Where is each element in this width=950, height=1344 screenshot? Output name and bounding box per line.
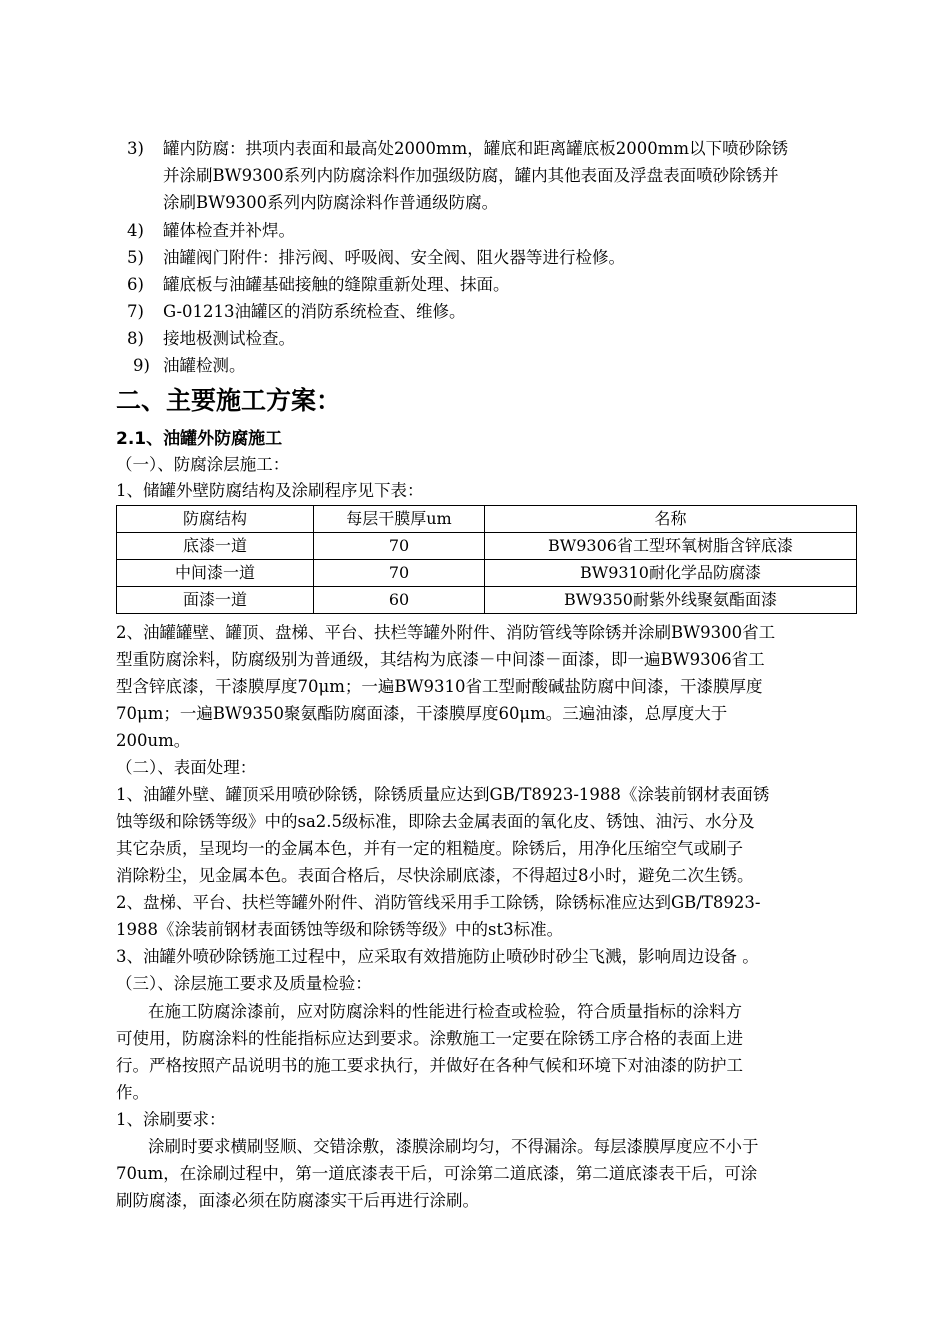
list-item-text: 并涂刷BW9300系列内防腐涂料作加强级防腐，罐内其他表面及浮盘表面喷砂除锈并: [163, 166, 779, 185]
table-row: [117, 533, 857, 560]
table-cell: 60: [314, 587, 485, 614]
table-row: [117, 587, 857, 614]
list-item-text: 油罐阀门附件：排污阀、呼吸阀、安全阀、阻火器等进行检修。: [163, 248, 625, 267]
paragraph-line: 作。: [116, 1083, 149, 1102]
paragraph-line: 2、盘梯、平台、扶栏等罐外附件、消防管线采用手工除锈，除锈标准应达到GB/T8923-: [116, 893, 761, 912]
paragraph-line: 可使用，防腐涂料的性能指标应达到要求。涂敷施工一定要在除锈工序合格的表面上进: [116, 1029, 743, 1048]
sub-heading: （三）、涂层施工要求及质量检验：: [116, 974, 372, 993]
coating-table: [116, 505, 857, 614]
list-item-text: 罐底板与油罐基础接触的缝隙重新处理、抹面。: [163, 275, 510, 294]
table-header-cell: 每层干膜厚um: [314, 506, 485, 533]
section-heading: 二、主要施工方案：: [116, 386, 342, 415]
table-header-cell: 名称: [485, 506, 857, 533]
table-cell: 面漆一道: [117, 587, 314, 614]
paragraph-line: 蚀等级和除锈等级》中的sa2.5级标准，即除去金属表面的氧化皮、锈蚀、油污、水分及: [116, 812, 755, 831]
table-cell: BW9310耐化学品防腐漆: [485, 560, 857, 587]
sub-heading: （二）、表面处理：: [116, 758, 257, 777]
table-cell: 70: [314, 560, 485, 587]
list-number: 7): [127, 302, 144, 321]
list-number: 3): [127, 139, 144, 158]
list-item-text: G-01213油罐区的消防系统检查、维修。: [163, 302, 466, 321]
list-number: 9): [133, 356, 150, 375]
paragraph-line: 2、油罐罐壁、罐顶、盘梯、平台、扶栏等罐外附件、消防管线等除锈并涂刷BW9300省工: [116, 623, 776, 642]
table-cell: 中间漆一道: [117, 560, 314, 587]
table-cell: BW9350耐紫外线聚氨酯面漆: [485, 587, 857, 614]
list-number: 5): [127, 248, 144, 267]
list-number: 4): [127, 221, 144, 240]
list-item-text: 罐内防腐：拱项内表面和最高处2000mm，罐底和距离罐底板2000mm以下喷砂除锈: [163, 139, 789, 158]
table-header-row: [117, 506, 857, 533]
paragraph-line: 刷防腐漆，面漆必须在防腐漆实干后再进行涂刷。: [116, 1191, 479, 1210]
sub-heading: 1、涂刷要求：: [116, 1110, 226, 1129]
list-item-text: 罐体检查并补焊。: [163, 221, 295, 240]
table-intro: 1、储罐外壁防腐结构及涂刷程序见下表：: [116, 481, 424, 500]
table-cell: 底漆一道: [117, 533, 314, 560]
list-item-text: 油罐检测。: [163, 356, 246, 375]
list-number: 6): [127, 275, 144, 294]
table-header-cell: 防腐结构: [117, 506, 314, 533]
paragraph-line: 在施工防腐涂漆前，应对防腐涂料的性能进行检查或检验，符合质量指标的涂料方: [148, 1002, 742, 1021]
paragraph-line: 型重防腐涂料，防腐级别为普通级，其结构为底漆－中间漆－面漆，即一遍BW9306省工: [116, 650, 765, 669]
list-item-text: 涂刷BW9300系列内防腐涂料作普通级防腐。: [163, 193, 499, 212]
paragraph-line: 1、油罐外壁、罐顶采用喷砂除锈，除锈质量应达到GB/T8923-1988《涂装前钢材表面锈: [116, 785, 770, 804]
paragraph-line: 涂刷时要求横刷竖顺、交错涂敷，漆膜涂刷均匀，不得漏涂。每层漆膜厚度应不小于: [148, 1137, 759, 1156]
table-row: [117, 560, 857, 587]
table-cell: 70: [314, 533, 485, 560]
paragraph-line: 70μm；一遍BW9350聚氨酯防腐面漆，干漆膜厚度60μm。三遍油漆，总厚度大于: [116, 704, 728, 723]
paragraph-line: 70um，在涂刷过程中，第一道底漆表干后，可涂第二道底漆，第二道底漆表干后，可涂: [116, 1164, 758, 1183]
paragraph-line: 消除粉尘，见金属本色。表面合格后，尽快涂刷底漆，不得超过8小时，避免二次生锈。: [116, 866, 754, 885]
paragraph-line: 型含锌底漆，干漆膜厚度70μm；一遍BW9310省工型耐酸碱盐防腐中间漆，干漆膜厚度: [116, 677, 763, 696]
sub-heading: （一）、防腐涂层施工：: [116, 455, 290, 474]
subsection-heading: 2.1、油罐外防腐施工: [116, 429, 283, 449]
list-item-text: 接地极测试检查。: [163, 329, 295, 348]
paragraph-line: 3、油罐外喷砂除锈施工过程中，应采取有效措施防止喷砂时砂尘飞溅，影响周边设备 。: [116, 947, 759, 966]
paragraph-line: 1988《涂装前钢材表面锈蚀等级和除锈等级》中的st3标准。: [116, 920, 564, 939]
paragraph-line: 200um。: [116, 731, 191, 750]
list-number: 8): [127, 329, 144, 348]
table-cell: BW9306省工型环氧树脂含锌底漆: [485, 533, 857, 560]
paragraph-line: 行。严格按照产品说明书的施工要求执行，并做好在各种气候和环境下对油漆的防护工: [116, 1056, 743, 1075]
paragraph-line: 其它杂质，呈现均一的金属本色，并有一定的粗糙度。除锈后，用净化压缩空气或刷子: [116, 839, 743, 858]
